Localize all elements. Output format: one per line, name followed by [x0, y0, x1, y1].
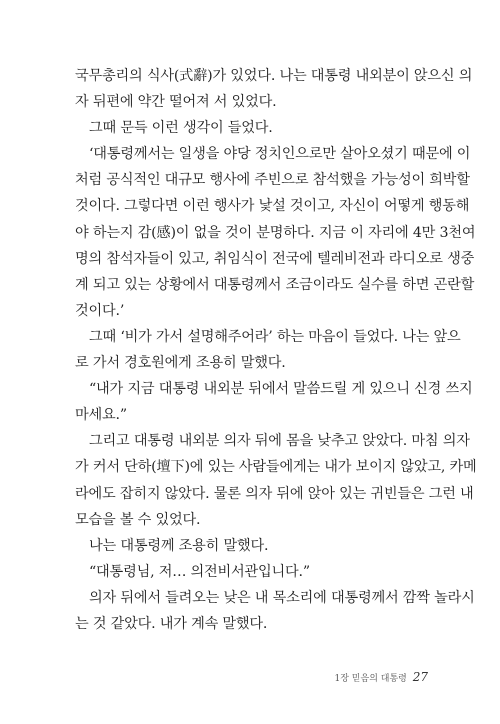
text-line: 것이다. 그렇다면 이런 행사가 낯설 것이고, 자신이 어떻게 행동해 — [75, 198, 470, 215]
text-line: 로 가서 경호원에게 조용히 말했다. — [75, 355, 286, 372]
text-line: 모습을 볼 수 있었다. — [75, 511, 201, 528]
text-line: 야 하는지 감(感)이 없을 것이 분명하다. 지금 이 자리에 4만 3천여 — [75, 224, 476, 241]
page-footer — [335, 670, 428, 684]
body-text — [75, 63, 477, 637]
text-line: “대통령님, 저… 의전비서관입니다.” — [89, 563, 310, 580]
text-line: 는 것 같았다. 내가 계속 말했다. — [75, 615, 268, 632]
text-line: 그때 문득 이런 생각이 들었다. — [89, 120, 273, 137]
text-line: 의자 뒤에서 들려오는 낮은 내 목소리에 대통령께서 깜짝 놀라시 — [89, 589, 475, 606]
chapter-title: 1장 믿음의 대통령 — [334, 674, 407, 684]
text-line: “내가 지금 대통령 내외분 뒤에서 말씀드릴 게 있으니 신경 쓰지 — [89, 381, 473, 398]
text-line: 계 되고 있는 상황에서 대통령께서 조금이라도 실수를 하면 곤란할 — [75, 276, 475, 293]
text-line: 처럼 공식적인 대규모 행사에 주빈으로 참석했을 가능성이 희박할 — [75, 172, 470, 189]
text-line: ‘대통령께서는 일생을 야당 정치인으로만 살아오셨기 때문에 이 — [89, 146, 471, 163]
text-line: 국무총리의 식사(式辭)가 있었다. 나는 대통령 내외분이 앉으신 의 — [75, 68, 473, 84]
text-line: 가 커서 단하(壇下)에 있는 사람들에게는 내가 보이지 않았고, 카메 — [75, 459, 477, 476]
text-line: 그때 ‘비가 가서 설명해주어라’ 하는 마음이 들었다. 나는 앞으 — [89, 328, 461, 345]
text-line: 자 뒤편에 약간 떨어져 서 있었다. — [75, 94, 277, 111]
text-line: 마세요.” — [75, 407, 127, 424]
text-line: 그리고 대통령 내외분 의자 뒤에 몸을 낮추고 앉았다. 마침 의자 — [89, 433, 470, 450]
text-line: 라에도 잡히지 않았다. 물론 의자 뒤에 앉아 있는 귀빈들은 그런 내 — [75, 485, 474, 502]
text-line: 명의 참석자들이 있고, 취임식이 전국에 텔레비전과 라디오로 생중 — [75, 250, 475, 267]
page-number: 27 — [412, 670, 428, 684]
text-line: 것이다.’ — [75, 302, 125, 319]
text-line: 나는 대통령께 조용히 말했다. — [89, 537, 269, 554]
